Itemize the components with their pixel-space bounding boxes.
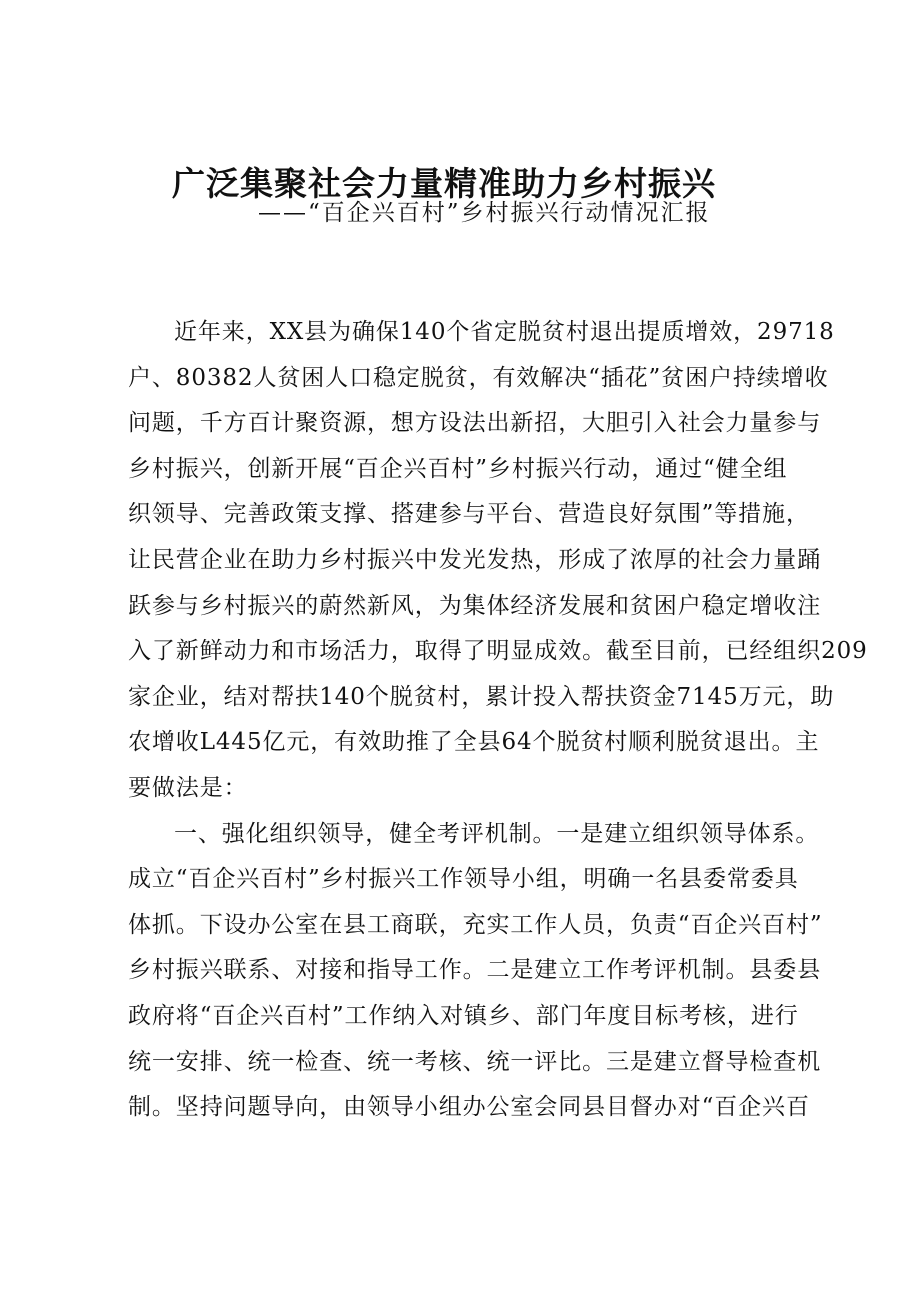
body-line: 问题，千方百计聚资源，想方设法出新招，大胆引入社会力量参与: [128, 410, 822, 437]
body-line: 统一安排、统一检查、统一考核、统一评比。三是建立督导检查机: [128, 1048, 822, 1075]
body-line: 要做法是：: [128, 774, 248, 801]
body-line: 乡村振兴联系、对接和指导工作。二是建立工作考评机制。县委县: [128, 957, 822, 984]
document-title: 广泛集聚社会力量精准助力乡村振兴: [172, 164, 716, 203]
body-line: 入了新鲜动力和市场活力，取得了明显成效。截至目前，已经组织209: [128, 638, 868, 665]
body-line: 成立“百企兴百村”乡村振兴工作领导小组，明确一名县委常委具: [128, 866, 799, 893]
body-line: 乡村振兴，创新开展“百企兴百村”乡村振兴行动，通过“健全组: [128, 455, 788, 482]
body-line: 近年来，XX县为确保140个省定脱贫村退出提质增效，29718: [174, 319, 835, 345]
document-body: [128, 310, 868, 1131]
document-subtitle: ——“百企兴百村”乡村振兴行动情况汇报: [258, 200, 711, 226]
body-line: 体抓。下设办公室在县工商联，充实工作人员，负责“百企兴百村”: [128, 911, 823, 938]
body-line: 让民营企业在助力乡村振兴中发光发热，形成了浓厚的社会力量踊: [128, 546, 822, 573]
body-line: 织领导、完善政策支撑、搭建参与平台、营造良好氛围”等措施，: [128, 501, 810, 528]
body-line: 户、80382人贫困人口稳定脱贫，有效解决“插花”贫困户持续增收: [128, 364, 829, 391]
body-line: 农增收L445亿元，有效助推了全县64个脱贫村顺利脱贫退出。主: [128, 729, 820, 756]
body-line: 跃参与乡村振兴的蔚然新风，为集体经济发展和贫困户稳定增收注: [128, 592, 822, 619]
body-line: 政府将“百企兴百村”工作纳入对镇乡、部门年度目标考核，进行: [128, 1002, 799, 1029]
body-line: 制。坚持问题导向，由领导小组办公室会同县目督办对“百企兴百: [128, 1094, 810, 1121]
body-line: 家企业，结对帮扶140个脱贫村，累计投入帮扶资金7145万元，助: [128, 683, 835, 710]
body-line: 一、强化组织领导，健全考评机制。一是建立组织领导体系。: [174, 820, 820, 847]
